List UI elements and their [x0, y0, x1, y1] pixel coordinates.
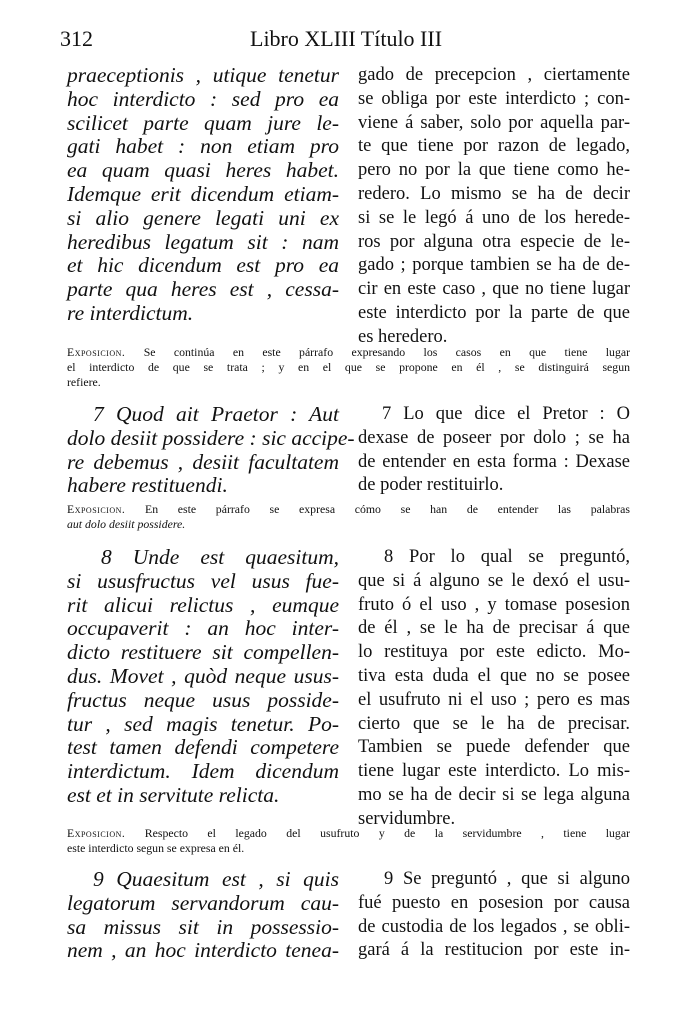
spanish-line: gado de precepcion , ciertamente: [358, 65, 630, 85]
latin-line: si alio genere legati uni ex: [67, 205, 339, 230]
spanish-line: se obliga por este interdicto ; con-: [358, 88, 630, 109]
spanish-line: de custodia de los legados , se obli-: [358, 916, 630, 937]
spanish-line: fué puesto en posesion por causa: [358, 892, 630, 913]
spanish-line: gará á la restitucion por este in-: [358, 940, 630, 961]
latin-line: est et in servitute relicta.: [67, 782, 280, 807]
running-title: Libro XLIII Título III: [250, 26, 443, 51]
latin-line: 7 Quod ait Praetor : Aut: [93, 402, 339, 426]
spanish-line: 7 Lo que dice el Pretor : O: [382, 404, 630, 424]
spanish-line: mo se ha de decir si se lega alguna: [358, 784, 630, 805]
latin-line: hoc interdicto : sed pro ea: [67, 86, 339, 111]
spanish-column: [358, 868, 630, 963]
latin-line: praeceptionis , utique tenetur: [67, 63, 339, 87]
exposicion-label: Exposicion.: [67, 826, 126, 840]
latin-column: [67, 868, 339, 963]
latin-line: parte qua heres est , cessa-: [67, 277, 339, 302]
spanish-line: te que tiene por razon de legado,: [358, 136, 630, 157]
latin-line: rit alicui relictus , eumque: [67, 592, 339, 617]
spanish-line: el usufruto ni el uso ; pero es mas: [358, 689, 630, 710]
latin-line: test tamen defendi competere: [67, 735, 339, 760]
latin-line: sa missus sit in possessio-: [67, 914, 339, 939]
spanish-line: ros por alguna otra especie de le-: [358, 231, 630, 252]
exposicion-line: el interdicto de que se trata ; y en el que se propone en él , se distinguirá segun: [67, 360, 630, 374]
exposicion-line: refiere.: [67, 375, 101, 389]
spanish-line: de él , se le ha de precisar á que: [358, 618, 630, 639]
spanish-line: servidumbre.: [358, 808, 456, 829]
spanish-line: de entender en esta forma : Dexase: [358, 451, 630, 472]
latin-line: heredibus legatum sit : nam: [67, 229, 339, 254]
latin-line: nem , an hoc interdicto tenea-: [67, 938, 339, 963]
spanish-line: tiene lugar este interdicto. Lo mis-: [358, 761, 630, 782]
spanish-line: viene á saber, solo por aquella par-: [358, 112, 630, 133]
exposicion-label: Exposicion.: [67, 345, 126, 359]
page-header: [0, 20, 682, 54]
latin-line: scilicet parte quam jure le-: [67, 110, 339, 135]
exposicion-note: [67, 502, 630, 532]
latin-line: gati habet : non etiam pro: [67, 134, 339, 159]
latin-line: dicto restituere sit compellen-: [67, 640, 339, 665]
spanish-line: dexase de poseer por dolo ; se ha: [358, 427, 630, 448]
latin-line: ea quam quasi heres habet.: [67, 158, 339, 183]
spanish-line: tiva esta duda el que no se posee: [358, 665, 630, 686]
latin-line: 8 Unde est quaesitum,: [101, 545, 339, 569]
spanish-column: [358, 546, 630, 832]
latin-column: [67, 546, 339, 808]
spanish-line: 9 Se preguntó , que si alguno: [384, 869, 630, 889]
exposicion-note: [67, 345, 630, 390]
latin-line: fructus neque usus posside-: [67, 687, 339, 712]
exposicion-label: Exposicion.: [67, 502, 126, 516]
spanish-line: que si á alguno se le dexó el usu-: [358, 570, 630, 591]
spanish-line: 8 Por lo qual se preguntó,: [384, 547, 630, 567]
latin-line: habere restituendi.: [67, 473, 228, 498]
latin-line: occupaverit : an hoc inter-: [67, 616, 339, 641]
exposicion-line: este interdicto segun se expresa en él.: [67, 841, 245, 855]
exposicion-line: En este párrafo se expresa cómo se han de entender las palabras: [145, 502, 631, 516]
spanish-line: fruto ó el uso , y tomase posesion: [358, 594, 630, 615]
spanish-column: [358, 64, 630, 350]
spanish-line: cir en este caso , que no tiene lugar: [358, 279, 630, 300]
exposicion-line: Respecto el legado del usufruto y de la servidumbre , tiene lugar: [144, 826, 630, 840]
latin-line: legatorum servandorum cau-: [67, 890, 339, 915]
spanish-line: lo restituya por este edicto. Mo-: [358, 642, 630, 663]
exposicion-line: Se continúa en este párrafo expresando los casos en que tiene lugar: [143, 345, 631, 359]
latin-line: et hic dicendum est pro ea: [67, 253, 339, 278]
latin-line: re debemus , desiit facultatem: [67, 449, 339, 474]
page-number: 312: [60, 26, 93, 51]
latin-line: si ususfructus vel usus fue-: [67, 568, 339, 593]
latin-line: 9 Quaesitum est , si quis: [93, 867, 339, 891]
spanish-line: es heredero.: [358, 326, 448, 347]
latin-line: dus. Movet , quòd neque usus-: [67, 663, 339, 688]
exposicion-line: aut dolo desiit possidere.: [67, 517, 186, 531]
latin-line: dolo desiit possidere : sic accipe-: [67, 425, 355, 450]
spanish-line: cierto que se le ha de precisar.: [358, 713, 630, 734]
spanish-line: Tambien se puede defender que: [358, 737, 630, 758]
spanish-column: [358, 403, 630, 498]
spanish-line: redero. Lo mismo se ha de decir: [358, 183, 630, 204]
spanish-line: pero no por la que tiene como he-: [358, 160, 630, 181]
latin-line: re interdictum.: [67, 300, 194, 325]
spanish-line: de poder restituirlo.: [358, 475, 504, 496]
latin-line: interdictum. Idem dicendum: [67, 759, 339, 784]
latin-line: Idemque erit dicendum etiam-: [67, 181, 339, 206]
latin-column: [67, 64, 339, 326]
exposicion-note: [67, 826, 630, 856]
spanish-line: este interdicto por la parte de que: [358, 302, 630, 323]
spanish-line: si se le legó á uno de los herede-: [358, 207, 630, 228]
spanish-line: gado ; porque tambien se ha de de-: [358, 255, 630, 276]
latin-line: tur , sed magis tenetur. Po-: [67, 711, 339, 736]
latin-column: [67, 402, 355, 498]
